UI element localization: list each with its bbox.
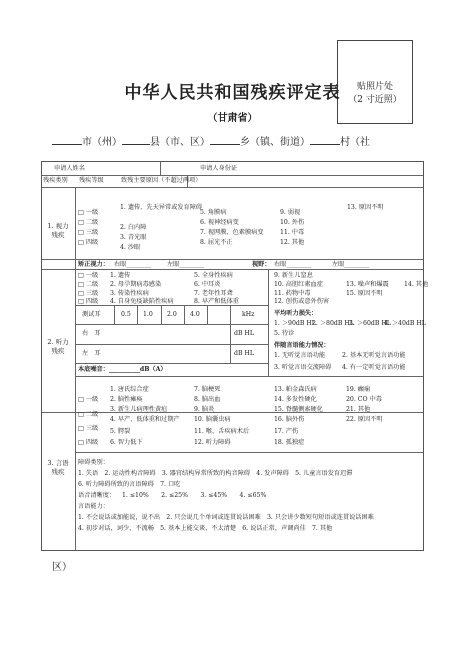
clarity-title: 语音清晰度： [78, 492, 116, 499]
avg-option[interactable]: 3. ＞60dB HL [349, 320, 391, 327]
speech-grade-2[interactable]: □ 二级 [78, 411, 99, 418]
town-blank[interactable] [210, 135, 240, 145]
hearing-cause[interactable]: 9. 新生儿窒息 [274, 272, 313, 279]
speech-ability-option[interactable]: 2. 基本无听觉言语功能 [342, 352, 406, 359]
hearing-cause[interactable]: 3. 传染性疾病 [110, 290, 149, 297]
avg-option[interactable]: 4. ＞40dB HL [384, 320, 426, 327]
speech-ability-option[interactable]: 1. 无听觉言语功能 [274, 352, 326, 359]
speech-cause[interactable]: 11. 喉、舌疾病术后 [194, 428, 250, 435]
right-ear-label: 右 耳 [82, 330, 101, 337]
speech-cause[interactable]: 15. 脊髓侧索硬化 [274, 406, 323, 413]
vision-cause[interactable]: 4. 沙眼 [120, 244, 141, 251]
hearing-cause[interactable]: 10. 高胆红素血症 [274, 281, 323, 288]
vision-category: 1. 视力残疾 [47, 222, 69, 239]
speech-cause[interactable]: 3. 新生儿病理性黄疸 [110, 406, 168, 413]
avg-option[interactable]: 2. ＞80dB HL [312, 320, 354, 327]
vision-cause[interactable]: 10. 外伤 [280, 219, 305, 226]
left-ear-label: 左 耳 [82, 350, 101, 357]
county-label: 县（市、区） [150, 137, 210, 148]
disorder-types[interactable]: 1. 失语 2. 运动性构音障碍 3. 器官结构异常所致的构音障碍 4. 发声障碍 5. 儿童言语发育迟滞 [78, 470, 353, 477]
town-label: 乡（镇、街道） [240, 137, 310, 148]
speech-cause[interactable]: 10. 脑囊虫病 [194, 416, 231, 423]
speech-cause[interactable]: 19. 癫痫 [346, 386, 371, 393]
speech-cause[interactable]: 5. 腭裂 [110, 428, 131, 435]
vision-grade-4[interactable]: □ 四级 [78, 239, 99, 246]
hearing-cause[interactable]: 1. 遗传 [110, 272, 131, 279]
vision-grade-1[interactable]: □ 一级 [78, 209, 99, 216]
hearing-cause[interactable]: 5. 全身性疾病 [194, 272, 233, 279]
freq-4000: 4.0 [190, 311, 200, 318]
corrected-right-eye[interactable]: 右眼________ [114, 261, 152, 268]
cause-header: 致残主要原因（不超过两项） [121, 177, 202, 184]
ability-options-2[interactable]: 4. 初步对话，词少，不流畅 5. 基本上能交谈，不太清楚 6. 说话正常，声调尚佳 7. 其他 [78, 525, 333, 532]
city-blank[interactable] [52, 135, 82, 145]
speech-cause[interactable]: 16. 脑外伤 [274, 416, 305, 423]
speech-cause[interactable]: 4. 早产、低体重和过期产 [110, 416, 180, 423]
speech-cause[interactable]: 14. 多发性硬化 [274, 396, 317, 403]
vision-cause[interactable]: 2. 白内障 [120, 224, 147, 231]
hearing-cause[interactable]: 14. 其他 [404, 281, 429, 288]
speech-cause[interactable]: 1. 唐氏综合症 [110, 386, 149, 393]
visual-field-label: 视野： [252, 261, 271, 268]
avg-option[interactable]: 5. 待诊 [274, 330, 295, 337]
speech-cause[interactable]: 13. 帕金森氏病 [274, 386, 317, 393]
hearing-cause[interactable]: 15. 原因不明 [346, 290, 383, 297]
vision-cause[interactable]: 6. 视神经病变 [200, 219, 239, 226]
address-line [52, 133, 370, 148]
corrected-vision-label: 矫正视力： [78, 261, 109, 268]
city-label: 市（州） [82, 137, 122, 148]
hearing-grade-1[interactable]: □ 一级 [78, 272, 99, 279]
field-right-eye[interactable]: 右眼________ [274, 261, 312, 268]
right-ear-unit: dB HL [234, 330, 254, 337]
address-continuation: 区） [52, 562, 72, 573]
left-ear-unit: dB HL [234, 350, 254, 357]
speech-grade-3[interactable]: □ 三级 [78, 425, 99, 432]
speech-ability-title: 伴随言语能力情况： [274, 342, 330, 349]
vision-cause[interactable]: 3. 青光眼 [120, 234, 147, 241]
noise-label: 本底噪音：__________dB（A） [78, 366, 167, 373]
disorder-types-2[interactable]: 6. 听力障碍所致的言语障碍 7. 口吃 [78, 481, 181, 488]
ability-title: 言语能力： [78, 503, 109, 510]
vision-cause[interactable]: 8. 屈光不正 [200, 239, 233, 246]
clarity-options[interactable]: 1. ≤10% 2. ≤25% 3. ≤45% 4. ≤65% [122, 492, 267, 499]
speech-cause[interactable]: 18. 孤独症 [274, 439, 305, 446]
vision-cause[interactable]: 13. 原因不明 [347, 204, 384, 211]
freq-2000: 2.0 [167, 311, 177, 318]
hearing-cause[interactable]: 7. 老年性耳聋 [194, 290, 233, 297]
speech-cause[interactable]: 22. 原因不明 [346, 416, 383, 423]
speech-cause[interactable]: 8. 脑出血 [194, 396, 221, 403]
speech-cause[interactable]: 21. 其他 [346, 406, 371, 413]
hearing-grade-4[interactable]: □ 四级 [78, 298, 99, 305]
page-subtitle: （甘肃省） [207, 113, 258, 124]
page-title: 中华人民共和国残疾评定表 [124, 83, 341, 103]
speech-ability-option[interactable]: 4. 有一定听觉言语功能 [342, 364, 406, 371]
speech-grade-4[interactable]: □ 四级 [78, 439, 99, 446]
avg-option[interactable]: 1. ＞90dB HL [274, 320, 316, 327]
vision-cause[interactable]: 1. 遗传、先天异常或发育障碍 [120, 204, 203, 211]
avg-loss-title: 平均听力损失： [274, 310, 318, 317]
speech-cause[interactable]: 2. 脑性瘫痪 [110, 396, 143, 403]
hearing-cause[interactable]: 13. 噪声和爆震 [346, 281, 389, 288]
speech-cause[interactable]: 17. 产伤 [274, 428, 299, 435]
freq-unit: kHz [242, 311, 255, 318]
speech-cause[interactable]: 6. 智力低下 [110, 439, 143, 446]
vision-grade-2[interactable]: □ 二级 [78, 219, 99, 226]
grade-header: 残疾等级 [79, 177, 104, 184]
speech-grade-1[interactable]: □ 一级 [78, 396, 99, 403]
category-header: 残疾类别 [43, 177, 68, 184]
hearing-cause[interactable]: 12. 创伤或意外伤害 [274, 298, 330, 305]
hearing-cause[interactable]: 8. 早产和低体重 [194, 298, 239, 305]
hearing-grade-2[interactable]: □ 二级 [78, 281, 99, 288]
hearing-category: 2. 听力残疾 [47, 338, 69, 355]
vision-grade-3[interactable]: □ 三级 [78, 229, 99, 236]
corrected-left-eye[interactable]: 左眼________ [167, 261, 205, 268]
speech-ability-option[interactable]: 3. 听觉言语交流障碍 [274, 364, 332, 371]
freq-1000: 1.0 [143, 311, 153, 318]
field-left-eye[interactable]: 左眼________ [332, 261, 370, 268]
hearing-cause[interactable]: 6. 中耳炎 [194, 281, 221, 288]
vision-cause[interactable]: 5. 角膜病 [200, 209, 227, 216]
applicant-id-label: 申请人身份证 [200, 165, 238, 172]
applicant-name-label: 申请人姓名 [54, 165, 85, 172]
speech-cause[interactable]: 12. 听力障碍 [194, 439, 231, 446]
ability-options[interactable]: 1. 不会说话或加能说，说不出 2. 只会说几个单词或连贯说话困难 3. 只会讲少数短句短语或连贯说话困难 [78, 514, 374, 521]
speech-category: 3. 言语残疾 [47, 459, 69, 476]
hearing-cause[interactable]: 4. 自身免疫缺陷性疾病 [110, 298, 174, 305]
disorder-type-title: 障碍类别： [78, 459, 109, 466]
village-blank[interactable] [310, 135, 340, 145]
hearing-cause[interactable]: 11. 药物中毒 [274, 290, 311, 297]
photo-label: 贴照片处 [356, 82, 393, 92]
speech-cause[interactable]: 9. 脑炎 [194, 406, 215, 413]
freq-500: 0.5 [121, 311, 131, 318]
hearing-cause[interactable]: 2. 母孕期病毒感染 [110, 281, 162, 288]
vision-cause[interactable]: 9. 弱视 [280, 209, 301, 216]
county-blank[interactable] [122, 135, 150, 145]
village-label: 村（社 [340, 137, 370, 148]
vision-cause[interactable]: 12. 其他 [280, 239, 305, 246]
assessment-table [41, 161, 429, 551]
test-ear-label: 测试耳 [82, 311, 101, 318]
speech-cause[interactable]: 20. CO 中毒 [346, 396, 382, 403]
vision-cause[interactable]: 11. 中毒 [280, 229, 305, 236]
speech-cause[interactable]: 7. 脑梗死 [194, 386, 221, 393]
hearing-grade-3[interactable]: □ 三级 [78, 290, 99, 297]
vision-cause[interactable]: 7. 视网膜、色素膜病变 [200, 229, 264, 236]
photo-size: （2 寸近照） [348, 95, 402, 105]
